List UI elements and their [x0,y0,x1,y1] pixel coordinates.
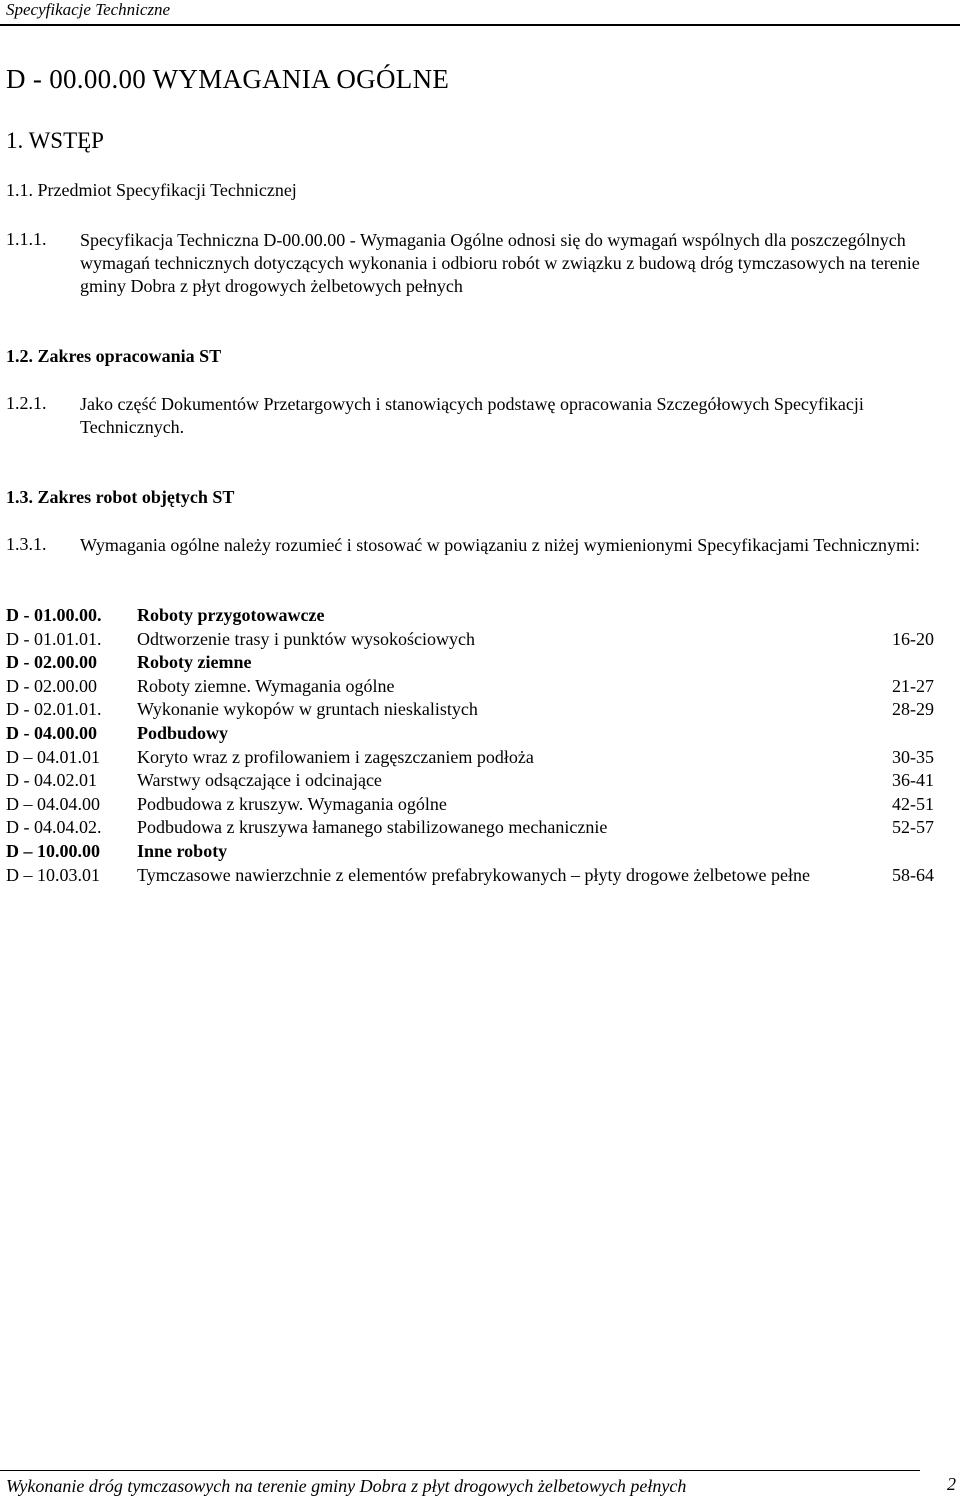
spec-pages: 36-41 [892,770,934,791]
list-item [6,816,934,840]
spec-code: D - 04.00.00 [6,722,97,743]
list-item [6,698,934,722]
section-title-1-3: 1.3. Zakres robot objętych ST [6,487,235,507]
spec-pages: 30-35 [892,746,934,767]
spec-code: D - 04.04.02. [6,817,102,838]
paragraph-text: Wymagania ogólne należy rozumieć i stosować w powiązaniu z niżej wymienionymi Specyfikacjami Technicznymi: [80,535,921,555]
spec-code: D – 10.03.01 [6,864,100,885]
paragraph-number: 1.3.1. [6,534,47,554]
spec-pages: 21-27 [892,675,934,696]
section-heading: 1. WSTĘP [6,128,104,153]
list-item [6,793,934,817]
spec-code: D - 02.01.01. [6,699,102,720]
spec-code: D - 01.00.00. [6,605,102,625]
spec-pages: 52-57 [892,817,934,838]
paragraph-text: Jako część Dokumentów Przetargowych i stanowiących podstawę opracowania Szczegółowych Specyfikacji Technicznych. [80,394,864,437]
spec-code: D – 04.04.00 [6,793,100,814]
list-item [6,675,934,699]
specification-list [6,604,934,887]
header-divider [0,24,960,26]
list-item [6,864,934,888]
page-number: 2 [947,1474,956,1494]
spec-pages: 42-51 [892,793,934,814]
spec-code: D - 02.00.00 [6,675,97,696]
spec-title: Tymczasowe nawierzchnie z elementów prefabrykowanych – płyty drogowe żelbetowe pełne [137,864,810,885]
spec-title: Roboty ziemne. Wymagania ogólne [137,675,395,696]
spec-code: D – 10.00.00 [6,840,100,861]
paragraph-number: 1.2.1. [6,393,47,413]
spec-title: Koryto wraz z profilowaniem i zagęszczaniem podłoża [137,746,534,767]
list-item [6,840,934,864]
running-header: Specyfikacje Techniczne [6,0,171,19]
spec-title: Podbudowa z kruszywa łamanego stabilizowanego mechanicznie [137,817,608,838]
paragraph-text: Specyfikacja Techniczna D-00.00.00 - Wymagania Ogólne odnosi się do wymagań wspólnych dla poszczególnych wymagań technicznych dotyczących wykonania i odbioru robót w związku z budową dróg tymczasowych na terenie gminy Dobra z płyt drogowych żelbetowych pełnych [80,230,920,296]
spec-pages: 28-29 [892,699,934,720]
list-item [6,722,934,746]
spec-title: Podbudowy [137,722,229,743]
subsection-heading: 1.1. Przedmiot Specyfikacji Technicznej [6,180,297,200]
spec-code: D - 01.01.01. [6,628,102,649]
list-item [6,746,934,770]
spec-title: Odtworzenie trasy i punktów wysokościowych [137,628,475,649]
spec-title: Roboty przygotowawcze [137,605,325,625]
list-item [6,604,934,628]
spec-code: D - 04.02.01 [6,770,97,791]
spec-code: D - 02.00.00 [6,652,97,673]
paragraph-number: 1.1.1. [6,229,47,249]
spec-title: Wykonanie wykopów w gruntach nieskalistych [137,699,478,720]
document-title: D - 00.00.00 WYMAGANIA OGÓLNE [6,64,450,94]
spec-title: Podbudowa z kruszyw. Wymagania ogólne [137,793,447,814]
spec-title: Warstwy odsączające i odcinające [137,770,382,791]
list-item [6,651,934,675]
list-item [6,769,934,793]
spec-pages: 16-20 [892,628,934,649]
spec-code: D – 04.01.01 [6,746,100,767]
spec-pages: 58-64 [892,864,934,885]
footer-divider [0,1470,920,1471]
section-title-1-2: 1.2. Zakres opracowania ST [6,346,222,366]
running-footer: Wykonanie dróg tymczasowych na terenie gminy Dobra z płyt drogowych żelbetowych pełnych [6,1476,687,1496]
spec-title: Roboty ziemne [137,652,252,673]
spec-title: Inne roboty [137,840,228,861]
list-item [6,628,934,652]
